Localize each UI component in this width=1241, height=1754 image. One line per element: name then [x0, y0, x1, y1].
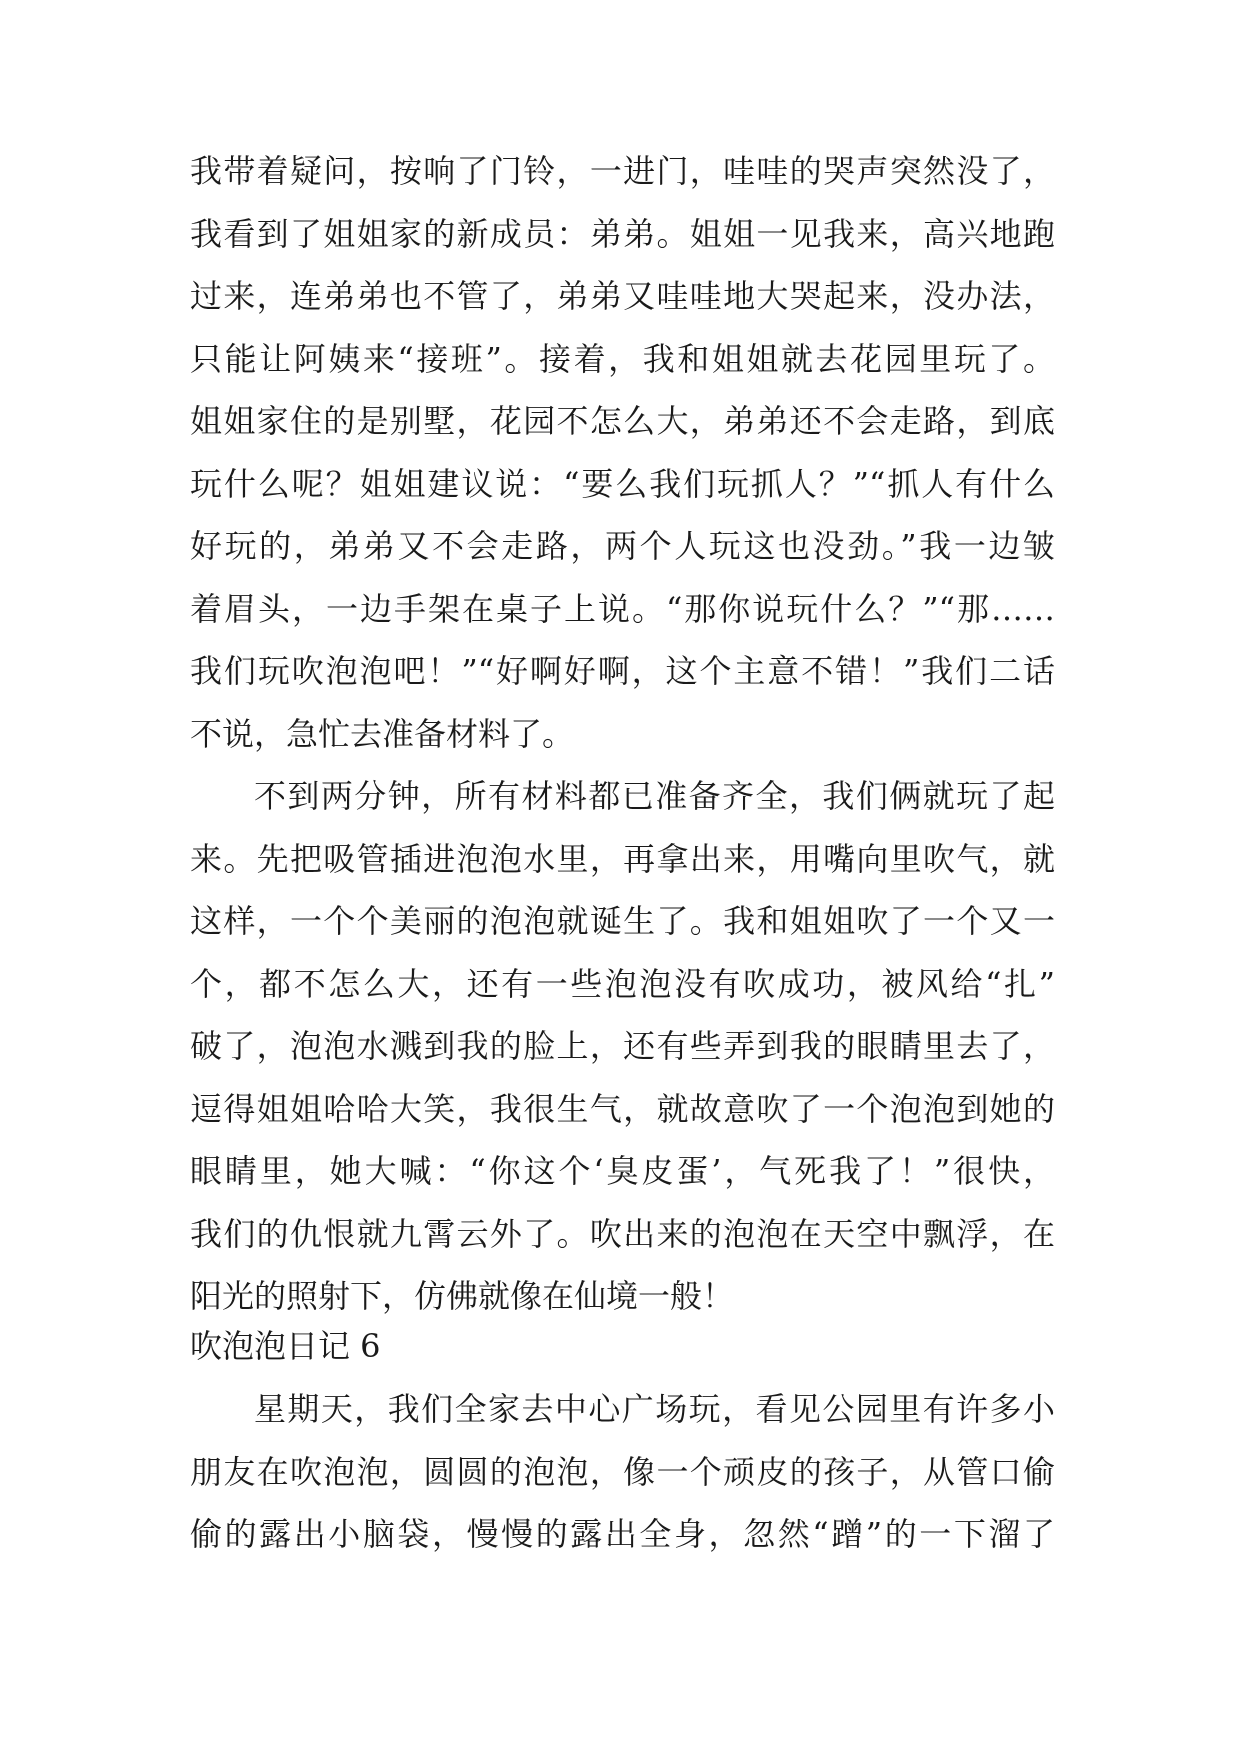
- paragraph-line: 好玩的，弟弟又不会走路，两个人玩这也没劲。”我一边皱: [190, 527, 1055, 565]
- paragraph-2: [190, 765, 1055, 1328]
- section-title: 吹泡泡日记 6: [190, 1327, 381, 1365]
- paragraph-line: 眼睛里，她大喊：“你这个‘臭皮蛋’，气死我了！”很快，: [190, 1152, 1055, 1190]
- paragraph-line: 不说，急忙去准备材料了。: [190, 714, 575, 753]
- paragraph-line: 我看到了姐姐家的新成员：弟弟。姐姐一见我来，高兴地跑: [190, 214, 1055, 253]
- paragraph-line: 个，都不怎么大，还有一些泡泡没有吹成功，被风给“扎”: [190, 964, 1055, 1003]
- paragraph-line: 偷的露出小脑袋，慢慢的露出全身，忽然“蹭”的一下溜了: [190, 1515, 1055, 1553]
- paragraph-line: 玩什么呢？姐姐建议说：“要么我们玩抓人？”“抓人有什么: [190, 464, 1055, 503]
- paragraph-line: 我们的仇恨就九霄云外了。吹出来的泡泡在天空中飘浮，在: [190, 1214, 1055, 1253]
- paragraph-line: 这样，一个个美丽的泡泡就诞生了。我和姐姐吹了一个又一: [190, 902, 1055, 940]
- paragraph-line: 来。先把吸管插进泡泡水里，再拿出来，用嘴向里吹气，就: [190, 839, 1055, 878]
- paragraph-line: 只能让阿姨来“接班”。接着，我和姐姐就去花园里玩了。: [190, 339, 1055, 378]
- paragraph-line: 着眉头，一边手架在桌子上说。“那你说玩什么？”“那……: [190, 589, 1055, 628]
- paragraph-line: 朋友在吹泡泡，圆圆的泡泡，像一个顽皮的孩子，从管口偷: [190, 1452, 1055, 1491]
- paragraph-line: 姐姐家住的是别墅，花园不怎么大，弟弟还不会走路，到底: [190, 402, 1055, 440]
- paragraph-line: 逗得姐姐哈哈大笑，我很生气，就故意吹了一个泡泡到她的: [190, 1089, 1055, 1128]
- paragraph-1: [190, 140, 1055, 765]
- paragraph-line: 过来，连弟弟也不管了，弟弟又哇哇地大哭起来，没办法，: [190, 277, 1055, 315]
- paragraph-line: 阳光的照射下，仿佛就像在仙境一般！: [190, 1277, 735, 1315]
- paragraph-line: 不到两分钟，所有材料都已准备齐全，我们俩就玩了起: [254, 777, 1055, 815]
- paragraph-3: [190, 1378, 1055, 1566]
- paragraph-line: 我带着疑问，按响了门铃，一进门，哇哇的哭声突然没了，: [190, 152, 1055, 190]
- paragraph-line: 星期天，我们全家去中心广场玩，看见公园里有许多小: [254, 1390, 1055, 1428]
- paragraph-line: 破了，泡泡水溅到我的脸上，还有些弄到我的眼睛里去了，: [190, 1027, 1055, 1065]
- paragraph-line: 我们玩吹泡泡吧！”“好啊好啊，这个主意不错！”我们二话: [190, 652, 1055, 690]
